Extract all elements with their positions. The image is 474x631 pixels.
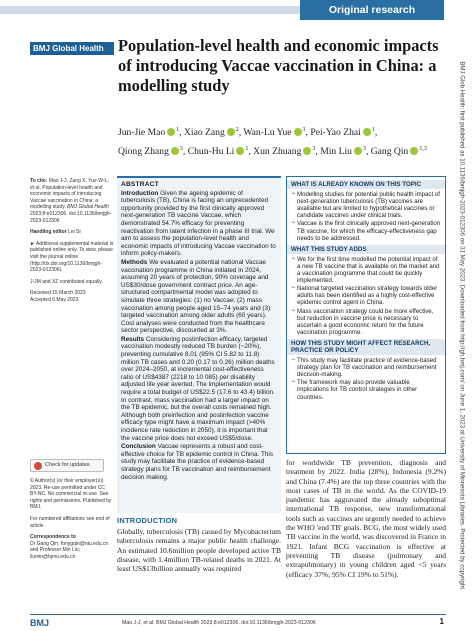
bmj-logo: BMJ [30,618,50,628]
key-list [291,357,441,401]
received-date: Received 15 March 2023 [30,290,86,297]
key-item: ⇒ The framework may also provide valuable implications for TB control strategies in other countries. [291,379,441,400]
author[interactable]: Wan-Lu Yue $^3$, [243,127,308,138]
download-side-strip: BMJ Glob Health: first published as 10.1136/bmjgh-2023-012306 on 31 May 2023. Downloaded from http://gh.bmj.com/ on June 1, 2023 at University of Minnesota Libraries. Protected by copyright. [458,61,466,591]
top-banner [0,0,474,20]
orcid-icon[interactable] [167,128,175,136]
key-item: ⇒ This study may facilitate practice of evidence-based strategy plan for TB vaccination and reimbursement decision-making. [291,357,441,378]
accepted-date: Accepted 6 May 2023 [30,296,79,303]
author-list [118,122,440,160]
key-messages-box [286,176,446,454]
abstract-section: Conclusion Vaccae represents a robust and cost-effective choice for TB epidemic control in China. This study may facilitate the practice of evidence-based strategy plans for TB vaccination and reimbursement decision making. [121,443,274,481]
author[interactable]: Qiong Zhang $^3$, [118,146,186,157]
footer-divider [30,614,446,615]
body-text-right: for worldwide TB prevention, diagnosis and treatment by 2022. India (28%), Indonesia (9.2%) and China (7.4%) are the top three countries with the most cases of TB in the world. As the COVID-19 pandemic has aggravated the already suboptimal international TB response, new transformational tools such as vaccines are urgently needed to achieve the WHO 'end TB' goals. BCG, the most widely used TB vaccine in the world, was discovered in France in 1921. Infant BCG vaccination is effective at preventing TB disease (pulmonary and extrapulmonary) in young children aged <5 years (efficacy 37%; 95% CI 19% to 51%). [286,458,446,579]
handling-editor: Handling editor Lei Si [30,229,81,236]
supplemental-note[interactable]: ► Additional supplemental material is published online only. To view, please visit the journal online (http://dx.doi.org/10.1136/bmjgh-2023-012306). [30,240,114,274]
affiliations-note: For numbered affiliations see end of article. [30,515,110,529]
key-item: ⇒ Vaccae is the first clinically approved next-generation TB vaccine, for which the efficacy-effectiveness gap needs to be addressed. [291,220,441,241]
abstract-box [117,176,281,513]
orcid-icon[interactable] [236,147,244,155]
abstract-section: Methods We evaluated a potential national Vaccae vaccination programme in China initiated in 2024, assuming 20 years of protection, 90% coverage and US$30/dose government contract price. An age-structured compartmental model was adopted to simulate three strategies: (1) no Vaccae; (2) mass vaccination among people aged 15–74 years and (3) targeted vaccination among older adults (60 years). Cost analyses were conducted from the healthcare sector perspective, discounted at 3%. [121,258,271,335]
author[interactable]: Min Liu $^3$, [320,146,369,157]
citation-block: To cite: Mao J-J, Zang X, Yue W-L, et al. Population-level health and economic impacts of introducing Vaccae vaccination in China: a modelling study. BMJ Global Health 2023;8:e012306. doi:10.1136/bmjgh-2023-012306 [30,178,112,224]
abstract-section: Results Considering postinfection efficacy, targeted vaccination modestly reduced TB burden (~20%), preventing cumulative 8.01 (95% CI 5.82 to 11.8) million TB cases and 0.20 (0.17 to 0.26) million deaths over 2024–2050, at incremental cost-effectiveness ratio of US$4387 (2218 to 10 085) per disability adjusted life year averted. The implementation would require a total budget of US$22.5 (17.6 to 43.4) billion. In contrast, mass vaccination had a larger impact on the TB epidemic, but the overall costs remained high. Although both preinfection and postinfection vaccine efficacy type might have a maximum impact (>40% incidence rate reduction in 2050), it is important that the vaccine price does not exceed US$5/dose. [121,335,275,442]
orcid-icon[interactable] [171,147,179,155]
introduction-text: Globally, tuberculosis (TB) caused by Mycobacterium tuberculosis remains a major public health challenge. An estimated 10.6million people developed active TB disease, with 1.4million TB-related deaths in 2021. At least US$13billion annually was required [117,527,281,574]
key-list [291,256,441,336]
article-sidebar [30,178,114,309]
orcid-icon[interactable] [363,128,371,136]
key-heading: WHAT IS ALREADY KNOWN ON THIS TOPIC [287,180,445,189]
correspondence-text[interactable]: Dr Gang Qin; fonygqin@ntu.edu.cn and Professor Min Liu; liumin@bjmu.edu.cn [30,540,109,560]
correspondence-label: Correspondence to [30,534,76,541]
orcid-icon[interactable] [410,147,418,155]
abstract-section: Introduction Given the ageing epidemic of tuberculosis (TB), China is facing an unprecedented opportunity provided by the first clinically approved next-generation TB vaccine Vaccae, which demonstrated 54.7% efficacy for preventing reactivation from latent infection in a phase III trial. We aim to assess the population-level health and economic impacts of introducing Vaccae vaccination to inform policy-makers. [121,189,276,258]
key-item: ⇒ Modelling studies for potential public health impact of next-generation tuberculosis (TB) vaccines are available but are limited to hypothetical vaccines or candidate vaccines under clinical trials. [291,191,441,219]
copyright-note: © Author(s) (or their employer(s)) 2023. Re-use permitted under CC BY-NC. No commercial re-use. See rights and permissions. Published by BMJ. [30,478,112,511]
footer-citation: Mao J-J, et al. BMJ Global Health 2023;8:e012306. doi:10.1136/bmjgh-2023-012306 [122,620,316,626]
orcid-icon[interactable] [354,147,362,155]
orcid-icon[interactable] [303,147,311,155]
author[interactable]: Chun-Hu Li $^1$, [187,146,251,157]
top-band [0,6,300,14]
author[interactable]: Gang Qin $^{1,3}$ [370,146,427,157]
abstract-title: ABSTRACT [121,181,159,188]
crossmark-icon [34,462,42,470]
journal-badge: BMJ Global Health [30,42,114,55]
author[interactable]: Xiao Zang $^2$, [183,127,242,138]
check-updates-button[interactable]: Check for updates [30,459,104,472]
orcid-icon[interactable] [294,128,302,136]
article-title: Population-level health and economic impacts of introducing Vaccae vaccination in China: a modelling study [118,36,439,95]
key-item: ⇒ Mass vaccination strategy could be more effective, but reduction in vaccine price is necessary to ascertain a good economic return for the future vaccination programme. [291,308,441,336]
equal-contribution-note: J-JM and XZ contributed equally. [30,278,103,285]
key-heading: WHAT THIS STUDY ADDS [287,245,445,254]
section-tag: Original research [300,0,444,20]
article-sidebar-lower [30,478,114,561]
page-number: 1 [439,617,444,626]
key-item: ⇒ We for the first time modelled the potential impact of a new TB vaccine that is available on the market and a vaccination programme that could be quickly implemented. [291,256,441,284]
introduction-heading: INTRODUCTION [117,516,178,525]
author[interactable]: Pei-Yao Zhai $^1$, [310,127,378,138]
key-item: ⇒ National targeted vaccination strategy towards older adults has been identified as a highly cost-effective epidemic control agent in China. [291,285,441,306]
orcid-icon[interactable] [227,128,235,136]
author[interactable]: Jun-Jie Mao $^1$, [118,127,182,138]
key-list [291,191,441,242]
author[interactable]: Xun Zhuang $^3$, [253,146,318,157]
key-heading: HOW THIS STUDY MIGHT AFFECT RESEARCH, PRACTICE OR POLICY [287,339,445,355]
